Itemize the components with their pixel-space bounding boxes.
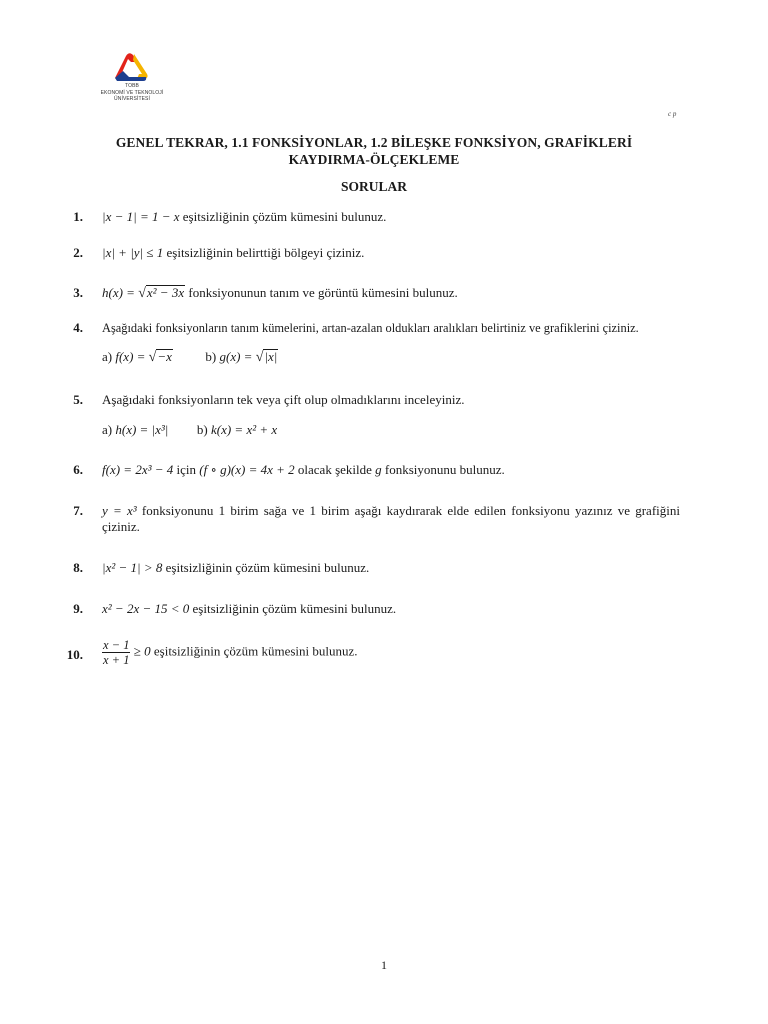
section-heading: SORULAR — [340, 179, 407, 194]
title-line-1: GENEL TEKRAR, 1.1 FONKSİYONLAR, 1.2 BİLEŞKE FONKSİYON, GRAFİKLERİ — [115, 135, 633, 150]
question-math-3: g — [375, 462, 382, 477]
question-text: Aşağıdaki fonksiyonların tanım kümelerini, artan-azalan oldukları aralıkları belirtiniz ve grafiklerini çiziniz. — [102, 321, 639, 335]
question-math: ≥ 0 — [130, 643, 151, 659]
question-text: fonksiyonunun tanım ve görüntü kümesini bulunuz. — [185, 285, 458, 300]
question-text: eşitsizliğinin çözüm kümesini bulunuz. — [189, 601, 397, 616]
fraction-denominator: x + 1 — [103, 653, 130, 667]
question-number: 1. — [73, 209, 83, 224]
part-a-radicand: −x — [157, 349, 172, 364]
question-text-mid-2: olacak şekilde — [294, 462, 376, 477]
question-text: eşitsizliğinin belirttiği bölgeyi çiziniz. — [163, 245, 365, 260]
logo-text — [91, 83, 173, 103]
part-b-label: b) — [205, 349, 217, 364]
question-text: eşitsizliğinin çözüm kümesini bulunuz. — [150, 643, 358, 659]
question-math: |x² − 1| > 8 — [102, 560, 163, 575]
part-b-radicand: |x| — [264, 349, 278, 364]
logo-emblem-icon — [109, 50, 155, 82]
logo-line-2: EKONOMİ VE TEKNOLOJİ — [100, 89, 164, 96]
title-line-2: KAYDIRMA-ÖLÇEKLEME — [288, 152, 460, 167]
question-math: f(x) = 2x³ − 4 — [102, 462, 174, 477]
question-number: 10. — [66, 647, 83, 662]
question-text-mid: için — [173, 462, 200, 477]
question-number: 9. — [73, 601, 83, 616]
question-math: x² − 2x − 15 < 0 — [102, 601, 190, 616]
question-math: |x − 1| = 1 − x — [102, 209, 180, 224]
fraction — [102, 638, 130, 667]
question-number: 8. — [73, 560, 83, 575]
question-math-2: (f ∘ g)(x) = 4x + 2 — [199, 462, 295, 477]
part-b-label: b) — [196, 422, 208, 437]
page-title — [60, 134, 688, 168]
question-number: 7. — [73, 503, 83, 518]
question-text: Aşağıdaki fonksiyonların tek veya çift olup olmadıklarını inceleyiniz. — [102, 392, 465, 407]
question-number: 6. — [73, 462, 83, 477]
corner-mark: c p — [668, 110, 677, 118]
part-b-math: k(x) = x² + x — [210, 422, 278, 437]
question-number: 2. — [73, 245, 83, 260]
question-text: eşitsizliğinin çözüm kümesini bulunuz. — [162, 560, 370, 575]
question-number: 5. — [73, 392, 83, 407]
part-a-math: f(x) = — [115, 349, 149, 364]
question-math: |x| + |y| ≤ 1 — [102, 245, 164, 260]
university-logo — [91, 50, 173, 122]
question-text: fonksiyonunu bulunuz. — [381, 462, 505, 477]
question-text: fonksiyonunu 1 birim sağa ve 1 birim aşağı kaydırarak elde edilen fonksiyonu yazınız ve grafiğini çiziniz. — [102, 503, 680, 534]
question-number: 3. — [73, 285, 83, 300]
fraction-numerator: x − 1 — [103, 638, 130, 652]
question-5-parts — [102, 422, 277, 438]
part-b-math: g(x) = — [219, 349, 256, 364]
part-a-label: a) — [102, 349, 113, 364]
question-4-parts: a) f(x) = √−x b) g(x) = √|x| — [102, 349, 278, 365]
part-a-math: h(x) = |x³| — [115, 422, 169, 437]
radicand: x² − 3x — [146, 285, 185, 300]
logo-line-3: ÜNİVERSİTESİ — [114, 96, 150, 102]
question-text: eşitsizliğinin çözüm kümesini bulunuz. — [179, 209, 387, 224]
logo-line-1: TOBB — [125, 83, 139, 89]
question-number: 4. — [73, 320, 83, 335]
question-10 — [60, 638, 680, 672]
part-a-label: a) — [102, 422, 113, 437]
page-number: 1 — [381, 958, 387, 972]
question-math: h(x) = — [102, 285, 139, 300]
question-math: y = x³ — [102, 503, 137, 518]
